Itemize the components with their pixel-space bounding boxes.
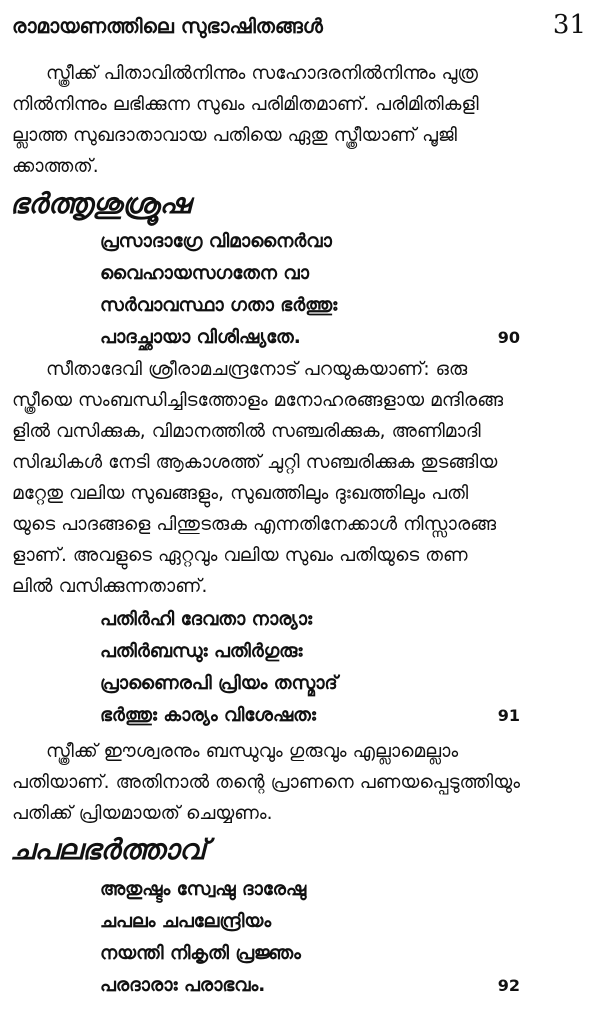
verse-number: 92: [497, 976, 520, 995]
verse-number: 90: [497, 328, 520, 347]
paragraph-line: സ്ത്രീയെ സംബന്ധിച്ചിടത്തോളം മനോഹരങ്ങളായ മന്ദിരങ്ങ: [12, 390, 504, 411]
paragraph-line: ളിൽ വസിക്കുക, വിമാനത്തിൽ സഞ്ചരിക്കുക, അണിമാദി: [12, 421, 481, 442]
paragraph-line: സ്ത്രീക്ക് പിതാവിൽനിന്നും സഹോദരനിൽനിന്നും പുത്ര: [46, 63, 479, 84]
paragraph-line: മറ്റേതു വലിയ സുഖങ്ങളും, സുഖത്തിലും ദുഃഖത്തിലും പതി: [12, 483, 469, 504]
verse-line: പ്രാണൈരപി പ്രിയം തസ്മാദ്: [100, 673, 338, 694]
verse-number: 91: [497, 706, 520, 725]
paragraph-line: നിൽനിന്നും ലഭിക്കുന്ന സുഖം പരിമിതമാണ്. പരിമിതികളി: [12, 94, 479, 115]
section-heading-devotion: ഭർത്തൃശുശ്രൂഷ: [10, 187, 191, 220]
paragraph-line: പതിയാണ്. അതിനാൽ തന്റെ പ്രാണനെ പണയപ്പെടുത്തിയും: [12, 772, 521, 793]
paragraph-line: സിദ്ധികൾ നേടി ആകാശത്ത് ചുറ്റി സഞ്ചരിക്കുക തുടങ്ങിയ: [12, 452, 498, 473]
paragraph-line: ലിൽ വസിക്കുന്നതാണ്.: [12, 576, 208, 597]
verse-line: നയന്തി നികൃതി പ്രജ്ഞം: [100, 943, 301, 964]
paragraph-line: സീതാദേവി ശ്രീരാമചന്ദ്രനോട് പറയുകയാണ്: ഒരു: [46, 359, 468, 380]
verse-line: പ്രസാദാഗ്രേ വിമാനൈർവാ: [100, 231, 332, 252]
verse-line: സർവാവസ്ഥാ ഗതാ ഭർത്തുഃ: [100, 295, 338, 316]
verse-line: വൈഹായസഗതേന വാ: [100, 263, 310, 284]
verse-line-last: [100, 322, 520, 354]
verse-line: അതുഷ്ടം സ്വേഷു ദാരേഷു: [100, 879, 307, 900]
verse-block-90: [100, 226, 520, 354]
page-number: 31: [552, 10, 586, 40]
paragraph-explanation-91: [12, 736, 588, 829]
paragraph-explanation-90: [12, 354, 588, 602]
section-heading-fickle-husband: ചപലഭർത്താവ്: [10, 833, 206, 866]
verse-block-92: [100, 874, 520, 1002]
paragraph-line: സ്ത്രീക്ക് ഈശ്വരനും ബന്ധുവും ഗുരുവും എല്ലാമെല്ലാം: [46, 741, 459, 762]
verse-line-text: പരദാരാഃ പരാഭവം.: [100, 975, 266, 996]
paragraph-line: ക്കാത്തത്.: [12, 156, 99, 177]
paragraph-line: ളാണ്. അവളുടെ ഏറ്റവും വലിയ സുഖം പതിയുടെ തണ: [12, 545, 468, 566]
running-header-title: രാമായണത്തിലെ സുഭാഷിതങ്ങൾ: [12, 14, 323, 38]
paragraph-line: പതിക്ക് പ്രിയമായത് ചെയ്യണം.: [12, 803, 273, 824]
verse-line: പതിർഹി ദേവതാ നാര്യാഃ: [100, 609, 313, 630]
paragraph-line: ല്ലാത്ത സുഖദാതാവായ പതിയെ ഏതു സ്ത്രീയാണ് പൂജി: [12, 125, 457, 146]
paragraph-intro: [12, 58, 588, 182]
verse-line-text: പാദച്ഛായാ വിശിഷ്യതേ.: [100, 327, 301, 348]
verse-line-last: [100, 700, 520, 732]
verse-line: പതിർബന്ധുഃ പതിർഗുരുഃ: [100, 641, 303, 662]
verse-line: ചപലം ചപലേന്ദ്രിയം: [100, 911, 272, 932]
verse-line-text: ഭർത്തുഃ കാര്യം വിശേഷതഃ: [100, 705, 316, 726]
verse-line-last: [100, 970, 520, 1002]
verse-block-91: [100, 604, 520, 732]
paragraph-line: യുടെ പാദങ്ങളെ പിന്തുടരുക എന്നതിനേക്കാൾ നിസ്സാരങ്ങ: [12, 514, 497, 535]
